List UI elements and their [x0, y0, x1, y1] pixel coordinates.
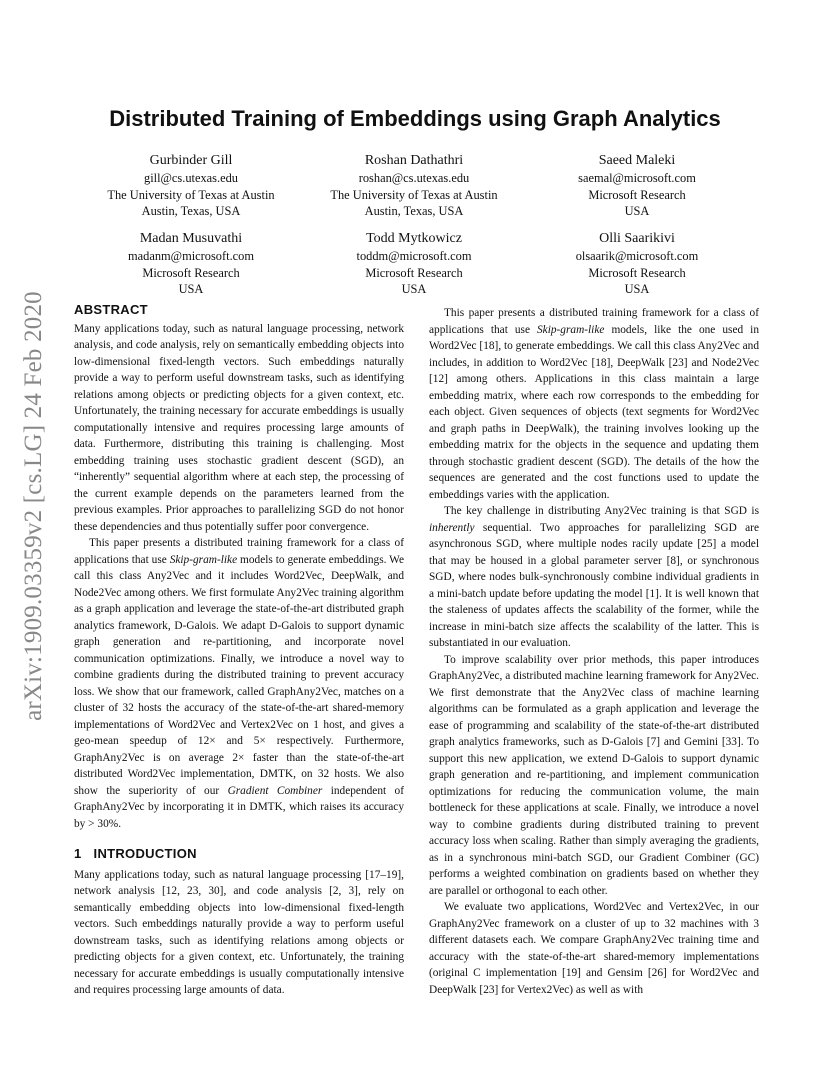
body-text: The key challenge in distributing Any2Vec training is that SGD is	[444, 505, 759, 517]
author-location: Austin, Texas, USA	[364, 204, 464, 218]
right-column	[429, 305, 759, 998]
paper-title: Distributed Training of Embeddings using Graph Analytics	[109, 106, 721, 131]
author-location: USA	[624, 282, 650, 296]
section-number: 1	[74, 846, 82, 861]
body-text: models, like the one used in Word2Vec [18], to generate embeddings. We call this class Any2Vec and includes, in addition to Word2Vec [18], DeepWalk [23] and Node2Vec [12] among others. Applications in this class maintain a large embedding matrix, where each row corresponds to the embedding for each object. Given sequences of objects (text segments for Word2Vec and graph paths in DeepWalk), the training involves looking up the embedding matrix for the objects in the sequence and updating them through stochastic gradient descent (SGD). The details of the how the sequences are generated and the cost functions used to update the embeddings varies with the application.	[429, 323, 759, 501]
section-title: INTRODUCTION	[93, 846, 197, 861]
author-affiliation: Microsoft Research	[142, 265, 240, 280]
body-paragraph-2	[429, 503, 759, 652]
author-location: USA	[178, 282, 204, 296]
author-email[interactable]: olsaarik@microsoft.com	[575, 249, 699, 263]
author-location: USA	[624, 204, 650, 218]
author-block-2	[294, 151, 534, 220]
body-text: This paper presents a distributed training framework for a class of applications that use	[429, 307, 759, 336]
author-name: Roshan Dathathri	[364, 153, 464, 168]
author-affiliation: Microsoft Research	[365, 265, 463, 280]
left-column	[74, 302, 404, 999]
author-location: USA	[401, 282, 427, 296]
arxiv-id-text: arXiv:1909.03359v2 [cs.LG] 24 Feb 2020	[20, 291, 47, 721]
body-emphasis: inherently	[429, 521, 475, 534]
body-paragraph-4: We evaluate two applications, Word2Vec and Vertex2Vec, in our GraphAny2Vec framework on a cluster of up to 32 machines with 3 different datasets each. We compare GraphAny2Vec training time and accuracy with the state-of-the-art shared-memory implementations (original C implementation [19] and Gensim [26] for Word2Vec and DeepWalk [23] for Vertex2Vec) as well as with	[429, 901, 759, 996]
author-name: Saeed Maleki	[598, 153, 676, 168]
body-emphasis: Skip-gram-like	[537, 323, 605, 336]
author-affiliation: The University of Texas at Austin	[107, 187, 275, 202]
body-paragraph-1	[429, 305, 759, 503]
author-block-1	[71, 151, 311, 220]
abstract-heading: ABSTRACT	[74, 302, 148, 317]
abstract-text: This paper presents a distributed training framework for a class of applications that use	[74, 537, 404, 566]
author-email[interactable]: saemal@microsoft.com	[578, 171, 696, 185]
author-email[interactable]: gill@cs.utexas.edu	[144, 171, 238, 185]
body-paragraph-3: To improve scalability over prior methods, this paper introduces GraphAny2Vec, a distributed machine learning framework for Any2Vec. We first demonstrate that the Any2Vec class of machine learning algorithms can be formulated as a graph application and leverage the ease of programming and scalability of the state-of-the-art distributed graph analytics frameworks, such as D-Galois [7] and Gemini [33]. To support this new application, we extend D-Galois to support dynamic graph generation and re-partitioning, and implement communication optimizations for reducing the communication volume, the main bottleneck for these applications at scale. Finally, we introduce a novel way to combine gradients during distributed training to prevent accuracy loss when scaling. Rather than simply averaging the gradients, as in a synchronous mini-batch SGD, our Gradient Combiner (GC) performs a weighted combination on gradients based on whether they are parallel or orthogonal to each other.	[429, 653, 759, 897]
author-affiliation: Microsoft Research	[588, 265, 686, 280]
author-block-6	[517, 229, 757, 298]
author-name: Madan Musuvathi	[139, 231, 243, 246]
abstract-emphasis: Gradient Combiner	[227, 784, 323, 797]
abstract-text: models to generate embeddings. We call this class Any2Vec and it includes Word2Vec, DeepWalk, and Node2Vec among others. We first formulate Any2Vec training algorithm as a graph application and leverage the state-of-the-art distributed graph analytics framework, D-Galois. We adapt D-Galois to support dynamic graph generation and re-partitioning, and incorporate novel communication optimizations. Finally, we introduce a novel way to combine gradients during the distributed training to prevent accuracy loss. We show that our framework, called GraphAny2Vec, matches on a cluster of 32 hosts the accuracy of the state-of-the-art shared-memory implementations of Word2Vec and Vertex2Vec on 1 host, and gives a geo-mean speedup of 12× and 5× respectively. Furthermore, GraphAny2Vec is on average 2× faster than the state-of-the-art distributed Word2Vec implementation, DMTK, on 32 hosts. We also show the superiority of our	[74, 553, 405, 797]
author-affiliation: Microsoft Research	[588, 187, 686, 202]
abstract-paragraph-1: Many applications today, such as natural language processing, network analysis, and code analysis, rely on semantically embedding objects into low-dimensional fixed-length vectors. Such embeddings naturally provide a way to perform useful downstream tasks, such as identifying relations among objects or predicting objects for a given context, etc. Unfortunately, the training necessary for accurate embeddings is usually computationally intensive and requires processing large amounts of data. Furthermore, distributing this training is challenging. Most embedding training uses stochastic gradient descent (SGD), an “inherently” sequential algorithm where at each step, the processing of the current example depends on the parameters learned from the previous examples. Prior approaches to parallelizing SGD do not honor these dependencies and thus potentially suffer poor convergence.	[74, 322, 404, 533]
abstract-text: independent of GraphAny2Vec by incorporating it in DMTK, which raises its accuracy by > 30%.	[74, 784, 405, 830]
author-name: Olli Saarikivi	[599, 231, 675, 246]
author-block-3	[517, 151, 757, 220]
abstract-emphasis: Skip-gram-like	[169, 553, 238, 566]
author-location: Austin, Texas, USA	[141, 204, 241, 218]
author-block-4	[71, 229, 311, 298]
author-block-5	[294, 229, 534, 298]
arxiv-identifier	[16, 286, 52, 726]
abstract-paragraph-2	[74, 535, 404, 832]
author-email[interactable]: toddm@microsoft.com	[356, 249, 472, 263]
author-email[interactable]: roshan@cs.utexas.edu	[358, 171, 470, 185]
body-text: sequential. Two approaches for parallelizing SGD are asynchronous SGD, where multiple nodes racily update [25] a model that may be housed in a global parameter server [8], or synchronous SGD, where nodes bulk-synchronously combine individual gradients in a mini-batch update before updating the model [1]. It is well known that the staleness of updates affects the scalability of the former, while the increase in mini-batch size affects the scalability of the latter. This is substantiated in our evaluation.	[429, 521, 759, 649]
author-name: Gurbinder Gill	[149, 153, 233, 168]
author-affiliation: The University of Texas at Austin	[330, 187, 498, 202]
introduction-paragraph-1: Many applications today, such as natural language processing [17–19], network analysis [12, 23, 30], and code analysis [2, 3], rely on semantically embedding objects into low-dimensional fixed-length vectors. Such embeddings naturally provide a way to perform useful downstream tasks, such as identifying relations among objects or predicting objects for a given context, etc. Unfortunately, the training necessary for accurate embeddings is usually computationally intensive and requires processing large amounts of data.	[74, 868, 404, 996]
author-name: Todd Mytkowicz	[366, 231, 462, 246]
introduction-heading	[74, 846, 404, 863]
author-email[interactable]: madanm@microsoft.com	[128, 249, 254, 263]
